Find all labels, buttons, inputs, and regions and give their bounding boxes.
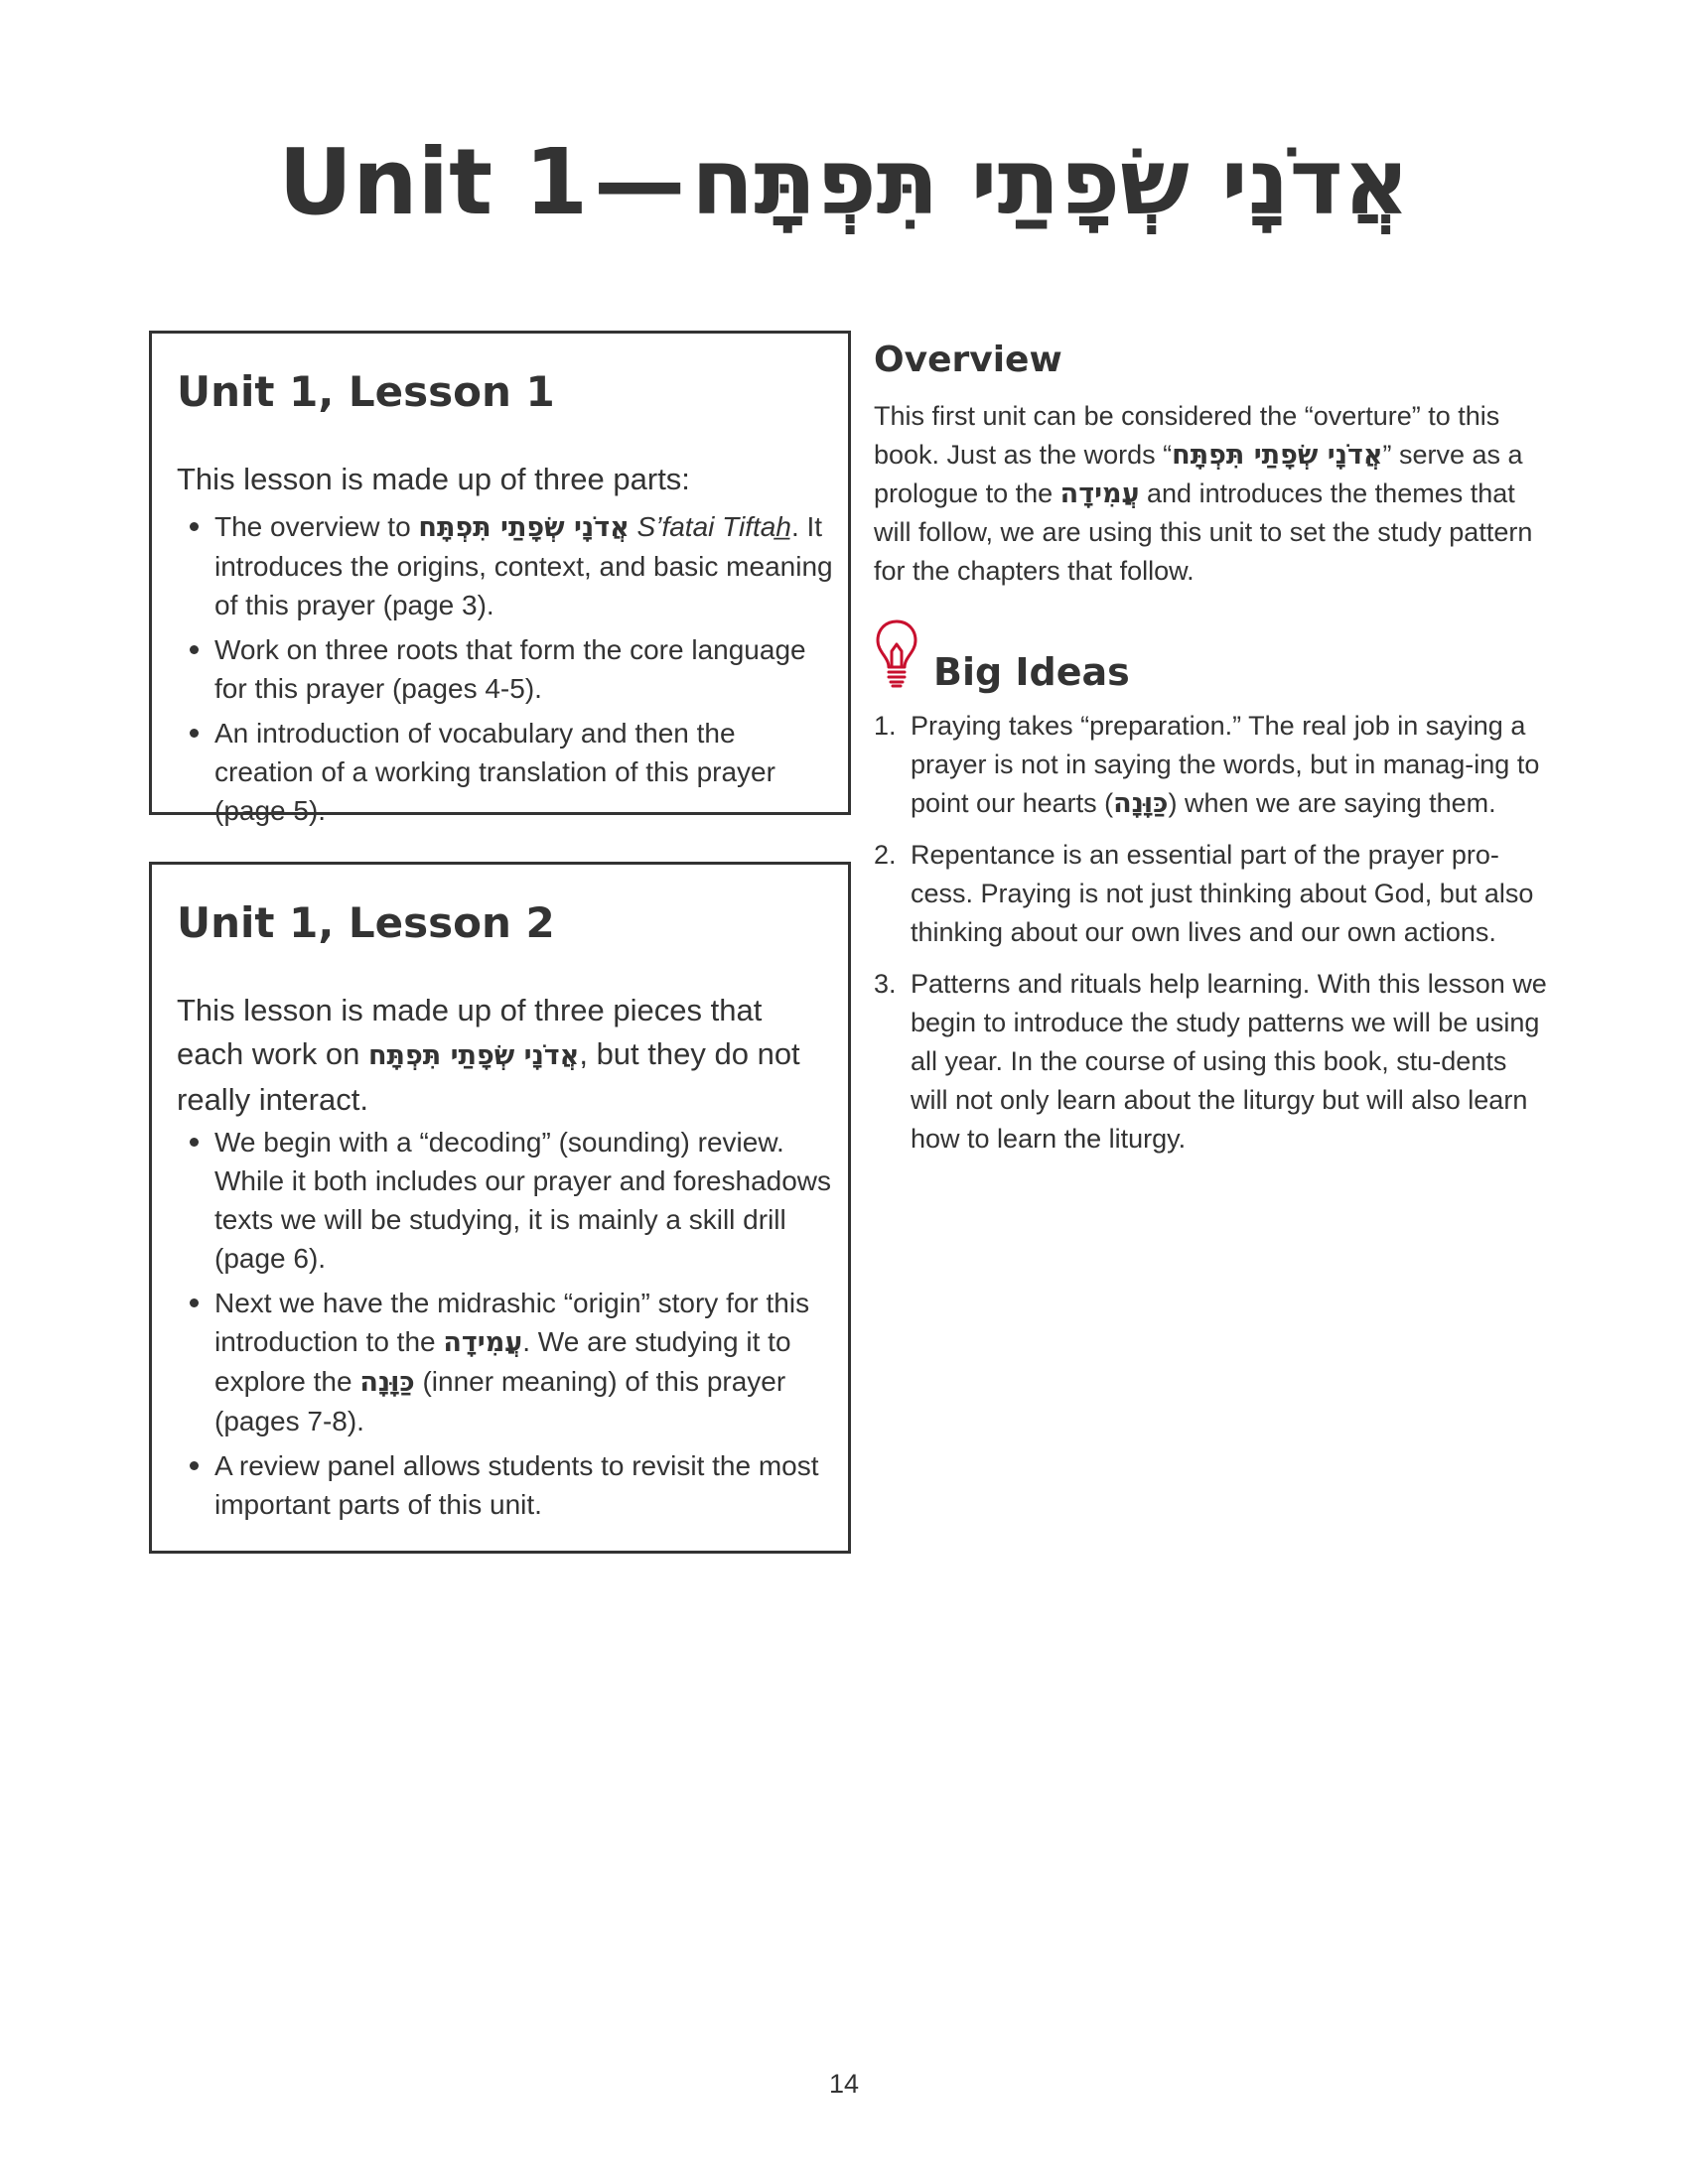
big-ideas-heading: Big Ideas [933,650,1130,694]
bullet-text: Work on three roots that form the core language for this prayer (pages 4-5). [214,634,806,704]
hebrew-text: עֲמִידָה [1059,478,1140,509]
list-item [177,1284,837,1440]
hebrew-text: אֲדֹנָי שְׂפָתַי תִּפְתָּח [418,512,630,543]
bullet-text: . We are studying it to explore the [214,1326,791,1397]
lesson-1-heading: Unit 1, Lesson 1 [177,367,555,416]
list-item [874,965,1549,1159]
list-number: 2. [874,840,897,870]
lesson-1-intro: This lesson is made up of three parts: [177,462,690,496]
bullet-text: Next we have the midrashic “origin” story for this introduction to the [214,1288,810,1357]
lesson-1-box [149,331,851,826]
list-item [177,1446,837,1524]
idea-text: ) when we are saying them. [1168,788,1496,818]
bullet-icon [190,1138,199,1147]
hebrew-text: עֲמִידָה [443,1327,523,1358]
page-title [0,129,1688,235]
hebrew-text: כַּוָּנָה [1113,788,1169,819]
bullet-text: An introduction of vocabulary and then the creation of a working translation of this prayer (page 5). [214,718,775,826]
bullet-text: . It introduces the origins, context, and basic meaning of this prayer (page 3). [214,511,833,620]
page-title-dash: — [594,129,686,235]
bullet-icon [190,729,199,738]
page-title-unit: Unit 1 [278,129,589,235]
overview-heading: Overview [874,340,1062,380]
list-item [177,630,837,708]
lesson-2-intro [177,989,837,1122]
lesson-1-bullets [177,507,837,836]
idea-text: Repentance is an essential part of the prayer pro-cess. Praying is not just thinking about God, but also thinking about our own lives and our own actions. [911,840,1534,947]
page-title-hebrew: אֲדֹנָי שְׂפָתַי תִּפְתָּח [691,129,1410,235]
overview-text: ” serve as a prologue to the [874,440,1523,508]
list-item [874,707,1549,823]
list-item [874,836,1549,952]
list-item [177,714,837,830]
list-item [177,507,837,624]
intro-text: This lesson is made up of three pieces that each work on [177,993,763,1071]
lightbulb-icon [874,617,919,691]
hebrew-text: כַּוָּנָה [359,1367,415,1398]
bullet-text: The overview to [214,511,419,542]
idea-text: Praying takes “preparation.” The real job in saying a prayer is not in saying the words, but in manag-ing to point our hearts ( [911,711,1540,818]
bullet-text: We begin with a “decoding” (sounding) review. While it both includes our prayer and foreshadows texts we will be studying, it is mainly a skill drill (page 6). [214,1127,832,1274]
overview-text: and introduces the themes that will follow, we are using this unit to set the study pattern for the chapters that follow. [874,478,1533,586]
list-number: 1. [874,711,897,741]
bullet-icon [190,1298,199,1307]
big-ideas-list [874,707,1549,1171]
bullet-icon [190,522,199,531]
lesson-2-box [149,862,851,1554]
page-number: 14 [828,2069,860,2099]
bullet-text: A review panel allows students to revisit the most important parts of this unit. [214,1450,819,1520]
hebrew-text: אֲדֹנָי שְׂפָתַי תִּפְתָּח [1172,440,1383,471]
bullet-text: (inner meaning) of this prayer (pages 7-8). [214,1366,786,1436]
idea-text: Patterns and rituals help learning. With this lesson we begin to introduce the study patterns we will be using all year. In the course of using this book, stu-dents will not only learn about the liturgy but will also learn how to learn the liturgy. [911,969,1547,1154]
list-number: 3. [874,969,897,999]
lesson-2-bullets [177,1123,837,1530]
overview-text: This first unit can be considered the “overture” to this book. Just as the words “ [874,401,1500,470]
hebrew-text: אֲדֹנָי שְׂפָתַי תִּפְתָּח [368,1040,580,1071]
list-item [177,1123,837,1278]
overview-paragraph [874,397,1549,591]
bullet-icon [190,1461,199,1470]
bullet-icon [190,645,199,654]
transliteration-text: S’fatai Tiftah̲ [629,511,791,542]
intro-text: , but they do not really interact. [177,1036,800,1117]
lesson-2-heading: Unit 1, Lesson 2 [177,898,555,947]
